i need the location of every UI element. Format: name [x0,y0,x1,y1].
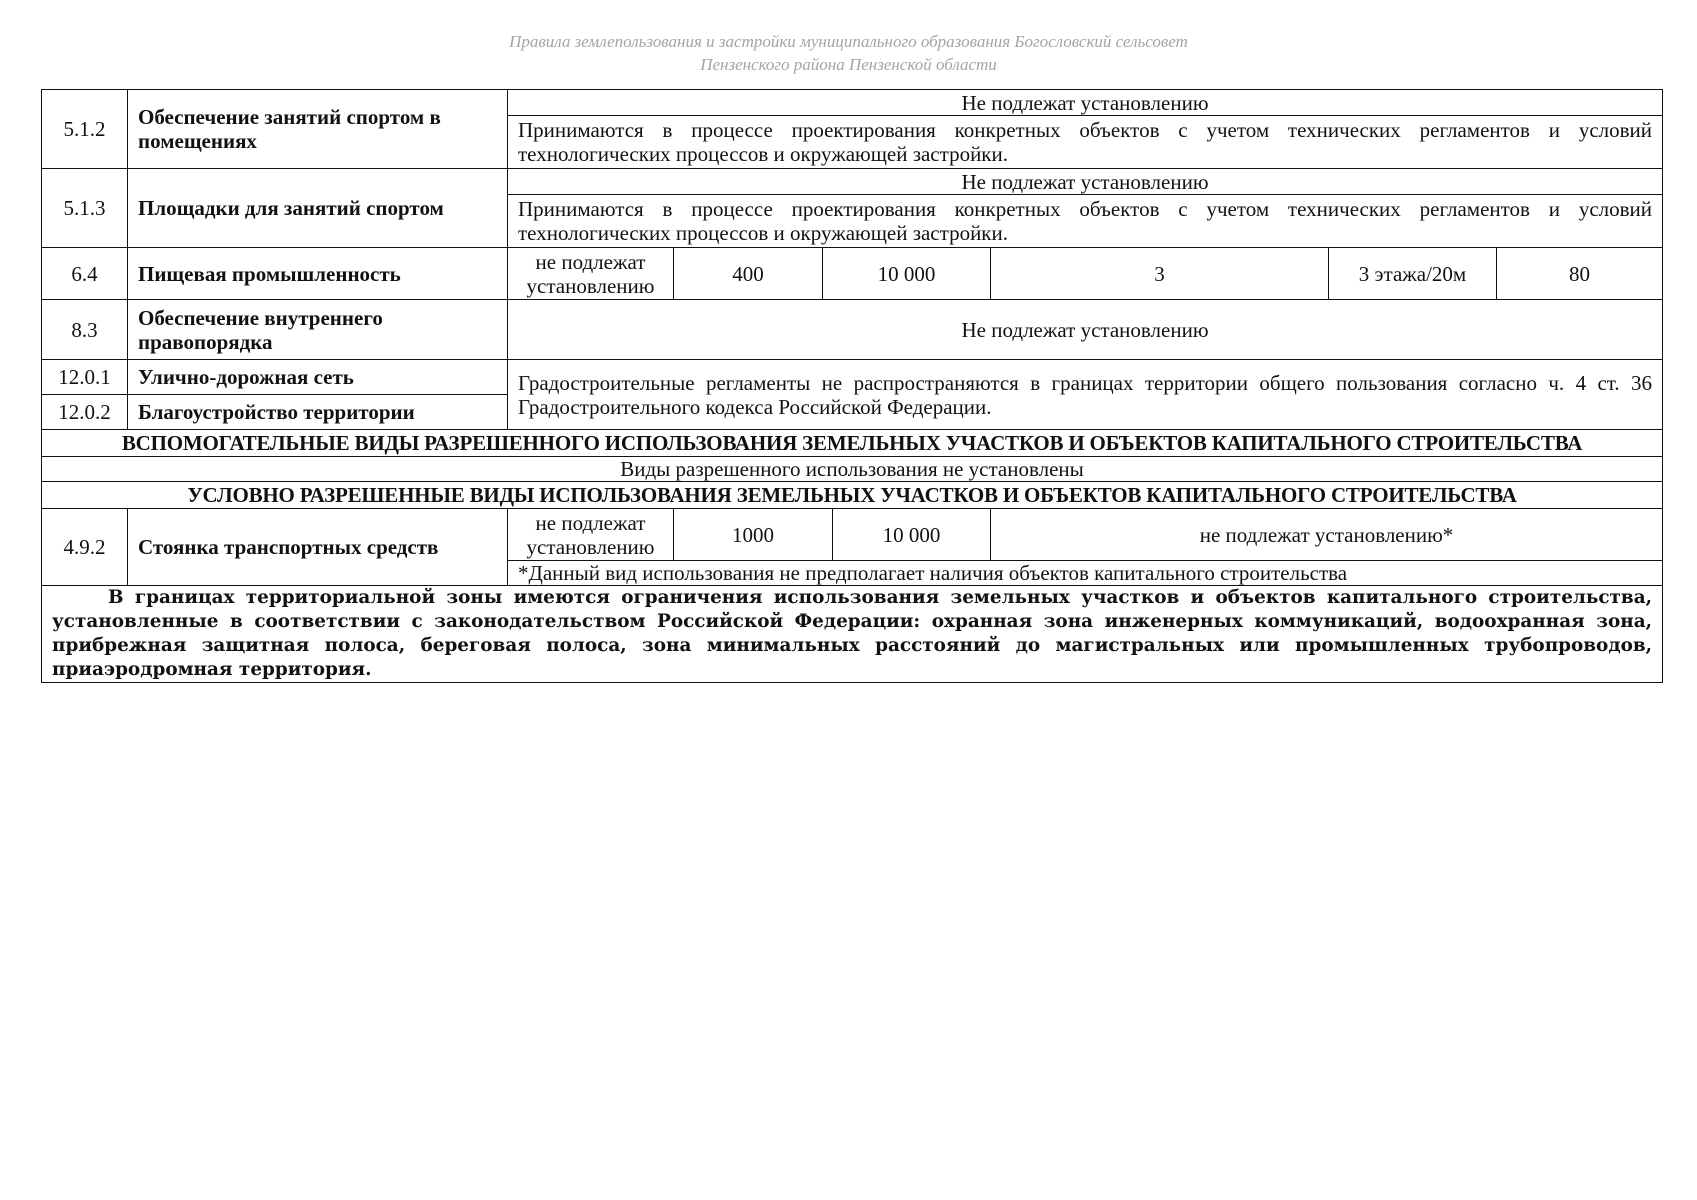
row-name: Обеспечение занятий спортом в помещениях [128,90,508,169]
value-cell: 10 000 [833,509,991,561]
row-code: 4.9.2 [42,509,128,586]
header-line-1: Правила землепользования и застройки муниципального образования Богословский сельсовет [509,32,1188,51]
document-header [0,30,1697,76]
regulation-note: Градостроительные регламенты не распространяются в границах территории общего пользования согласно ч. 4 ст. 36 Градостроительного кодекса Российской Федерации. [508,360,1663,430]
row-name: Стоянка транспортных средств [128,509,508,586]
params-note: Принимаются в процессе проектирования конкретных объектов с учетом технических регламентов и условий технологических процессов и окружающей застройки. [508,195,1663,248]
row-code: 8.3 [42,300,128,360]
section-header-row [42,430,1663,457]
table-row [42,169,1663,195]
params-note: Принимаются в процессе проектирования конкретных объектов с учетом технических регламентов и условий технологических процессов и окружающей застройки. [508,116,1663,169]
value-cell: 1000 [674,509,833,561]
table-row [42,457,1663,482]
row-name: Пищевая промышленность [128,248,508,300]
value-cell: не подлежат установлению [508,509,674,561]
table-row [42,248,1663,300]
table-row [42,509,1663,561]
row-code: 12.0.1 [42,360,128,395]
section-header-row [42,482,1663,509]
section-title-conditional: УСЛОВНО РАЗРЕШЕННЫЕ ВИДЫ ИСПОЛЬЗОВАНИЯ ЗЕМЕЛЬНЫХ УЧАСТКОВ И ОБЪЕКТОВ КАПИТАЛЬНОГО СТРОИТЕЛЬСТВА [42,482,1663,509]
value-cell: 80 [1497,248,1663,300]
value-cell: не подлежат установлению [508,248,674,300]
value-cell: 10 000 [823,248,991,300]
params-cell: Не подлежат установлению [508,90,1663,116]
footnote: *Данный вид использования не предполагает наличия объектов капитального строительства [508,561,1663,586]
value-cell: 400 [674,248,823,300]
restrictions-note: В границах территориальной зоны имеются ограничения использования земельных участков и объектов капитального строительства, установленные в соответствии с законодательством Российской Федерации: охранная зона инженерных коммуникаций, водоохранная зона, прибрежная защитная полоса, береговая полоса, зона минимальных расстояний до магистральных или промышленных трубопроводов, приаэродромная территория. [42,586,1663,683]
zoning-regulations-table [41,89,1663,683]
auxiliary-text: Виды разрешенного использования не установлены [42,457,1663,482]
row-code: 5.1.3 [42,169,128,248]
header-line-2: Пензенского района Пензенской области [700,55,997,74]
table-row [42,586,1663,683]
row-name: Улично-дорожная сеть [128,360,508,395]
table-row [42,360,1663,395]
section-title-auxiliary: ВСПОМОГАТЕЛЬНЫЕ ВИДЫ РАЗРЕШЕННОГО ИСПОЛЬЗОВАНИЯ ЗЕМЕЛЬНЫХ УЧАСТКОВ И ОБЪЕКТОВ КАПИТАЛЬНОГО СТРОИТЕЛЬСТВА [42,430,1663,457]
table-row [42,90,1663,116]
params-cell: Не подлежат установлению [508,169,1663,195]
value-cell: 3 этажа/20м [1329,248,1497,300]
row-code: 12.0.2 [42,395,128,430]
row-code: 5.1.2 [42,90,128,169]
row-name: Благоустройство территории [128,395,508,430]
row-name: Обеспечение внутреннего правопорядка [128,300,508,360]
value-cell: 3 [991,248,1329,300]
row-name: Площадки для занятий спортом [128,169,508,248]
value-cell: не подлежат установлению* [991,509,1663,561]
params-cell: Не подлежат установлению [508,300,1663,360]
row-code: 6.4 [42,248,128,300]
table-row [42,300,1663,360]
